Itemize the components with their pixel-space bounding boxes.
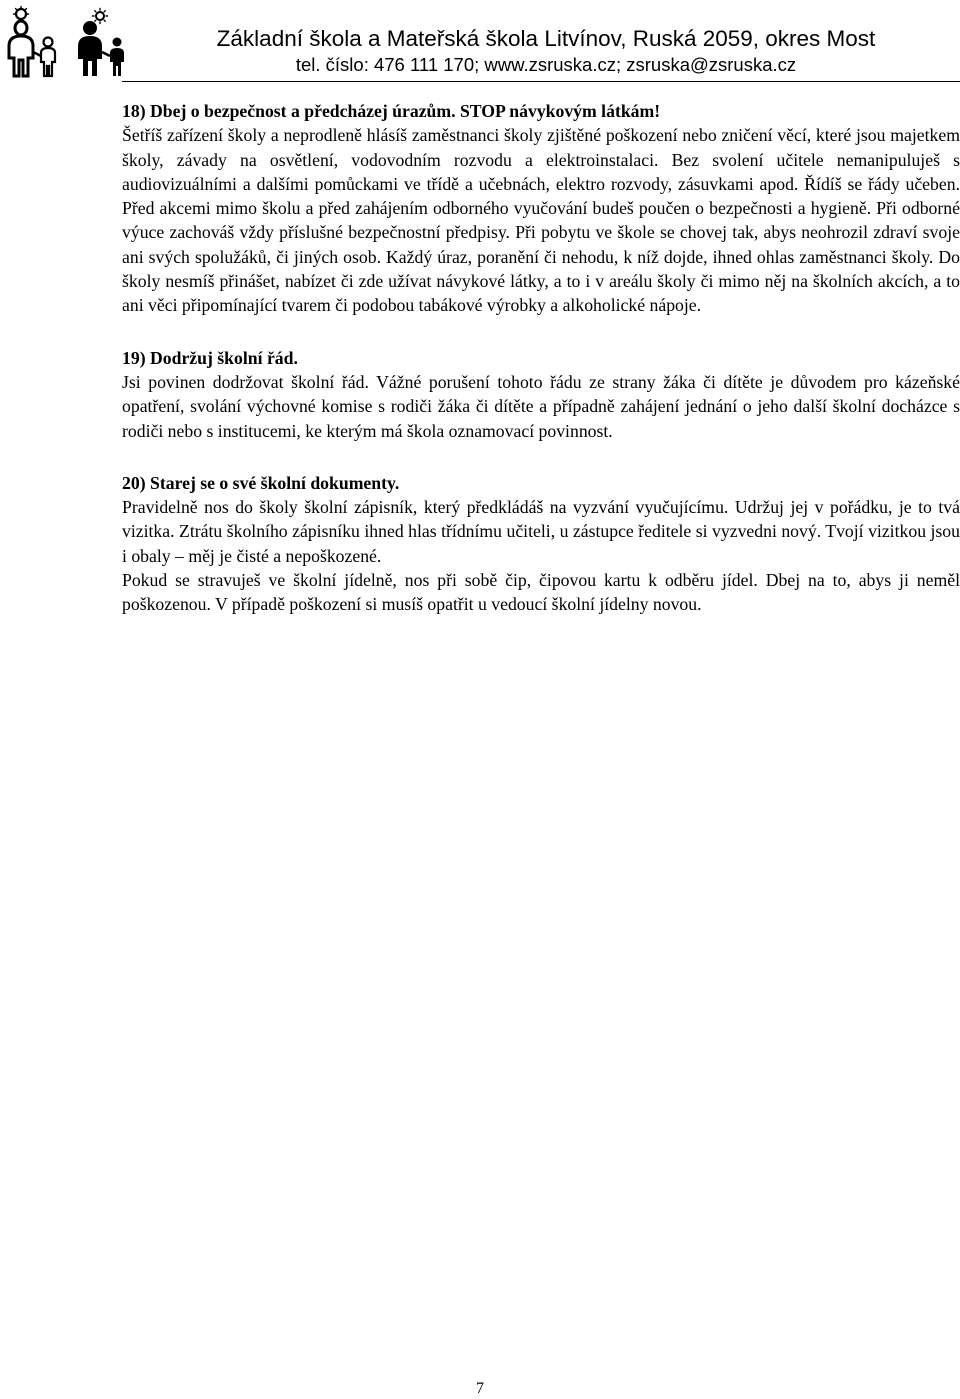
section-heading: 18) Dbej o bezpečnost a předcházej úrazům. STOP návykovým látkám!: [122, 101, 661, 121]
section-19: [122, 346, 960, 443]
school-name: Základní škola a Mateřská škola Litvínov, Ruská 2059, okres Most: [216, 26, 876, 51]
school-contact: tel. číslo: 476 111 170; www.zsruska.cz; zsruska@zsruska.cz: [295, 54, 797, 75]
family-silhouette-logo: [4, 6, 130, 78]
section-heading: 19) Dodržuj školní řád.: [122, 347, 298, 368]
section-paragraph: Pokud se stravuješ ve školní jídelně, nos při sobě čip, čipovou kartu k odběru jídel. Dbej na to, abys ji neměl poškozenou. V případě poškození si musíš opatřit u vedoucí školní jídelny novou.: [122, 570, 960, 615]
page-header: [0, 0, 960, 90]
section-paragraph: Jsi povinen dodržovat školní řád. Vážné porušení tohoto řádu ze strany žáka či dítěte je důvodem pro kázeňské opatření, svolání výchovné komise s rodiči žáka či dítěte a případně zahájení jednání o jeho další školní docházce s rodiči nebo s institucemi, ke kterým má škola oznamovací povinnost.: [122, 371, 960, 441]
section-paragraph: Šetříš zařízení školy a neprodleně hlásíš zaměstnanci školy zjištěné poškození nebo zničení věcí, které jsou majetkem školy, závady na osvětlení, vodovodním rozvodu a elektroinstalaci. Bez svolení učitele nemanipuluješ s audiovizuálními a dalšími pomůckami ve třídě a učebnách, elektro rozvody, zásuvkami apod. Řídíš se řády učeben. Před akcemi mimo školu a před zahájením odborného vyučování budeš poučen o bezpečnosti a hygieně. Při odborné výuce zachováš vždy příslušné bezpečnostní předpisy. Při pobytu ve škole se chovej tak, abys neohrozil zdraví svoje ani svých spolužáků, či jiných osob. Každý úraz, poranění či nehodu, k níž dojde, ihned ohlas zaměstnanci školy. Do školy nesmíš přinášet, nabízet či zde užívat návykové látky, a to i v areálu školy či mimo něj na školních akcích, a to ani věci připomínající tvarem či podobou tabákové výrobky a alkoholické nápoje.: [122, 125, 960, 316]
header-divider: [122, 81, 960, 82]
section-20: [122, 471, 960, 617]
section-18: [122, 99, 960, 318]
section-heading: 20) Starej se o své školní dokumenty.: [122, 472, 400, 493]
document-body: [122, 99, 960, 645]
section-paragraph: Pravidelně nos do školy školní zápisník, který předkládáš na vyzvání vyučujícímu. Udržuj jej v pořádku, je to tvá vizitka. Ztrátu školního zápisníku ihned hlas třídnímu učiteli, u zástupce ředitele si vyzvedni nový. Tvojí vizitkou jsou i obaly – měj je čisté a nepoškozené.: [122, 497, 960, 566]
page-number: 7: [476, 1380, 484, 1397]
